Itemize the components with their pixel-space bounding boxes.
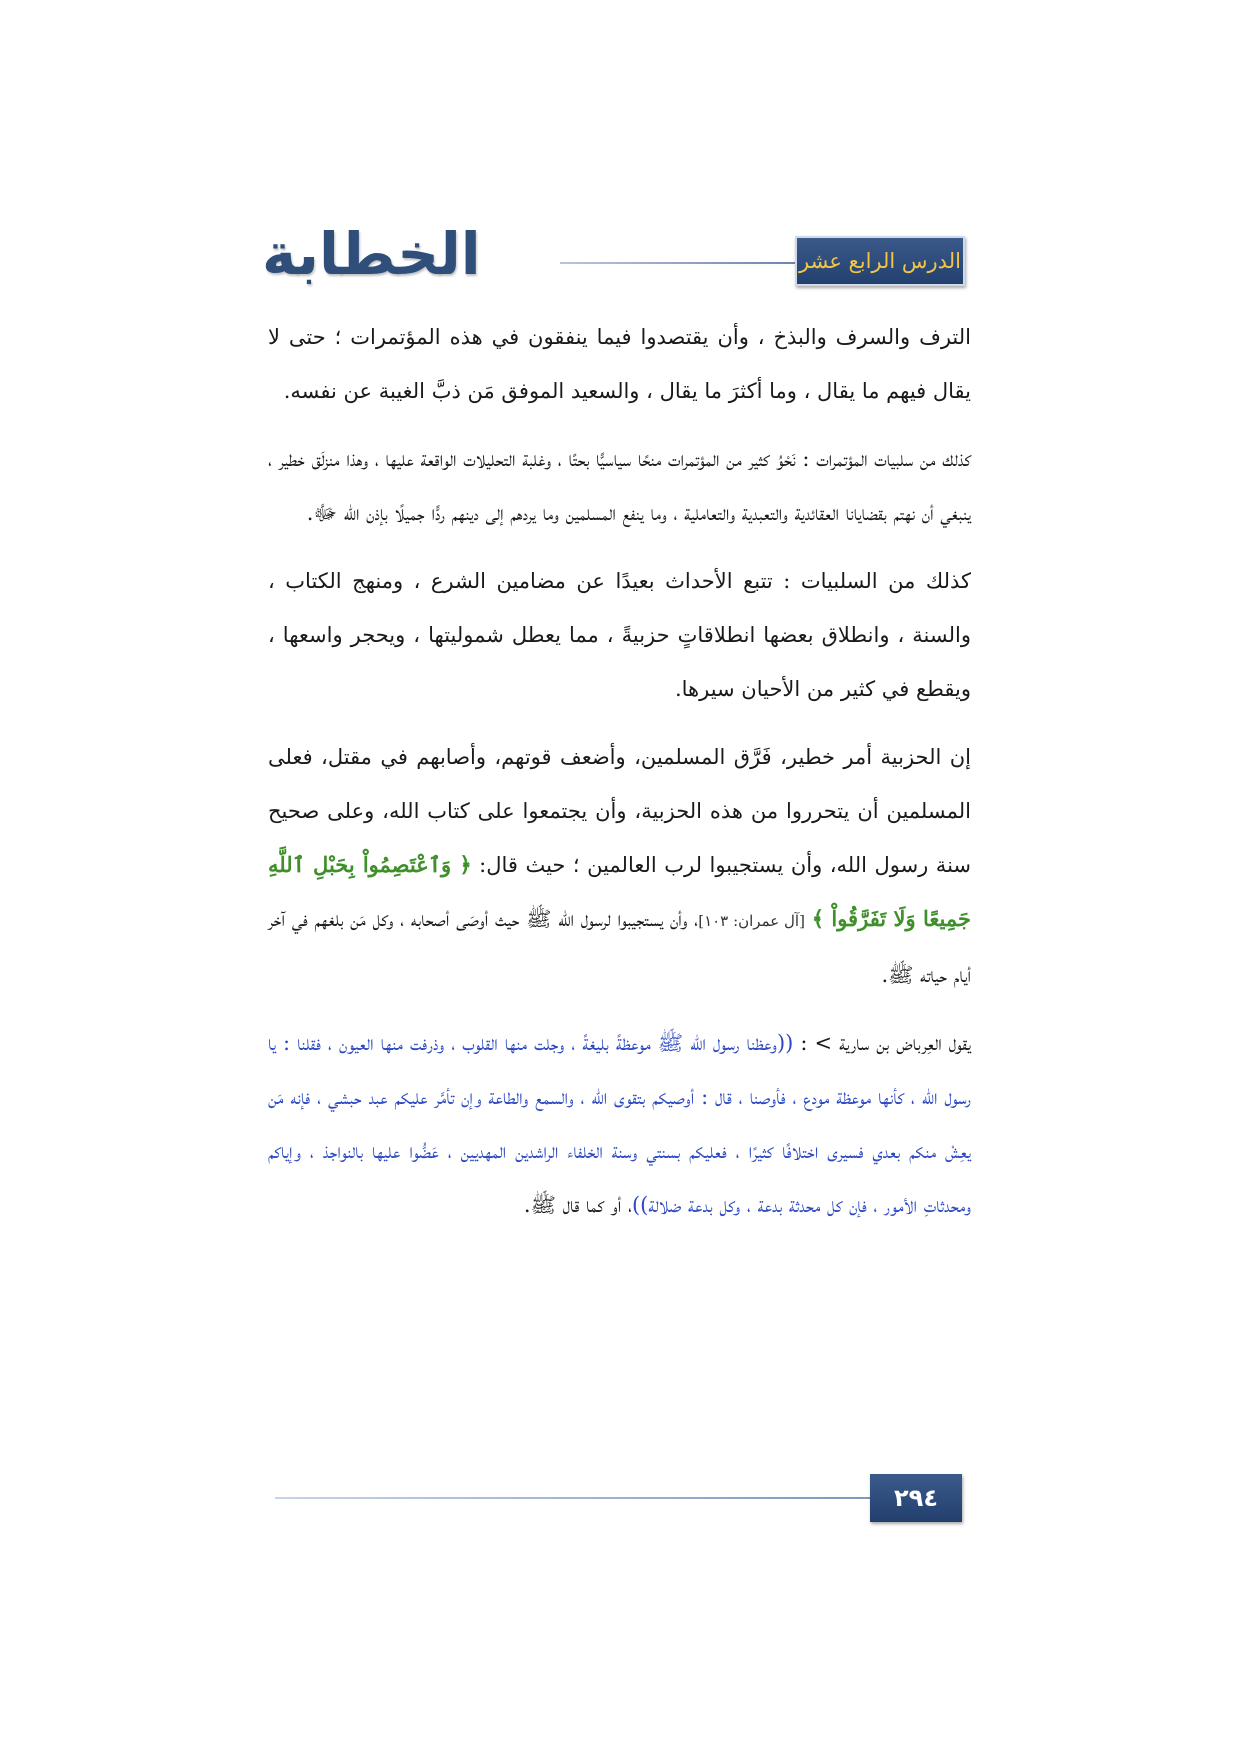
paragraph-5-outro: ، أو كما قال ﷺ. (523, 1193, 632, 1217)
paragraph-5 (268, 1016, 971, 1232)
header-divider (560, 262, 795, 264)
paragraph-4-outro: ، وأن يستجيبوا لرسول الله ﷺ حيث أوصَى أصحابه ، وكل مَن بلغهم في آخر أيام حياته ﷺ. (268, 907, 971, 987)
hadith-text: ((وعظنا رسول الله ﷺ موعظةً بليغةً ، وجلت منها القلوب ، وذرفت منها العيون ، فقلنا : يا رسول الله ، كأنها موعظة مودع ، فأوصنا ، قال : أوصيكم بتقوى الله ، والسمع والطاعة وإن تأمَّر عليكم عبد حبشي ، فإنه مَن يعِشْ منكم بعدي فسيرى اختلافًا كثيرًا ، فعليكم بسنتي وسنة الخلفاء الراشدين المهديين ، عَضُّوا عليها بالنواجذ ، وإياكم ومحدثاتِ الأمور ، فإن كل محدثة بدعة ، وكل بدعة ضلالة)) (268, 1031, 971, 1217)
book-title: الخطابة (262, 220, 481, 288)
paragraph-1: الترف والسرف والبذخ ، وأن يقتصدوا فيما ينفقون في هذه المؤتمرات ؛ حتى لا يقال فيهم ما يقال ، وما أكثرَ ما يقال ، والسعيد الموفق مَن ذبَّ الغيبة عن نفسه. (268, 325, 971, 403)
verse-reference: [آل عمران: ١٠٣] (698, 912, 805, 930)
paragraph-3: كذلك من السلبيات : تتبع الأحداث بعيدًا عن مضامين الشرع ، ومنهج الكتاب ، والسنة ، وانطلاق بعضها انطلاقاتٍ حزبيةً ، مما يعطل شموليتها ، ويحجر واسعها ، ويقطع في كثير من الأحيان سيرها. (268, 569, 971, 701)
body-text (268, 310, 971, 1246)
paragraph-4-intro: إن الحزبية أمر خطير، فَرَّق المسلمين، وأضعف قوتهم، وأصابهم في مقتل، فعلى المسلمين أن يتحرروا من هذه الحزبية، وأن يجتمعوا على كتاب الله، وعلى صحيح سنة رسول الله، وأن يستجيبوا لرب العالمين ؛ حيث قال: (268, 745, 972, 877)
page-number-box (870, 1474, 962, 1522)
chapter-label-box (795, 236, 965, 286)
paragraph-4 (268, 730, 971, 1002)
paragraph-2: كذلك من سلبيات المؤتمرات : نَحْوُ كثير من المؤتمرات منحًا سياسيًّا بحتًا ، وغلبة التحليلات الواقعة عليها ، وهذا منزلَق خطير ، ينبغي أن نهتم بقضايانا العقائدية والتعبدية والتعاملية ، وما ينفع المسلمين وما يردهم إلى دينهم ردًّا جميلًا بإذن الله ﷻ. (268, 447, 971, 525)
quran-verse: ﴿ وَٱعْتَصِمُواْ بِحَبْلِ ٱللَّهِ جَمِيعًا وَلَا تَفَرَّقُواْ ﴾ (268, 852, 972, 931)
paragraph-5-intro: يقول العِرباض بن سارية > : (800, 1031, 971, 1055)
chapter-label: الدرس الرابع عشر (799, 249, 961, 273)
page-number: ٢٩٤ (894, 1484, 938, 1512)
footer-divider (275, 1497, 870, 1499)
